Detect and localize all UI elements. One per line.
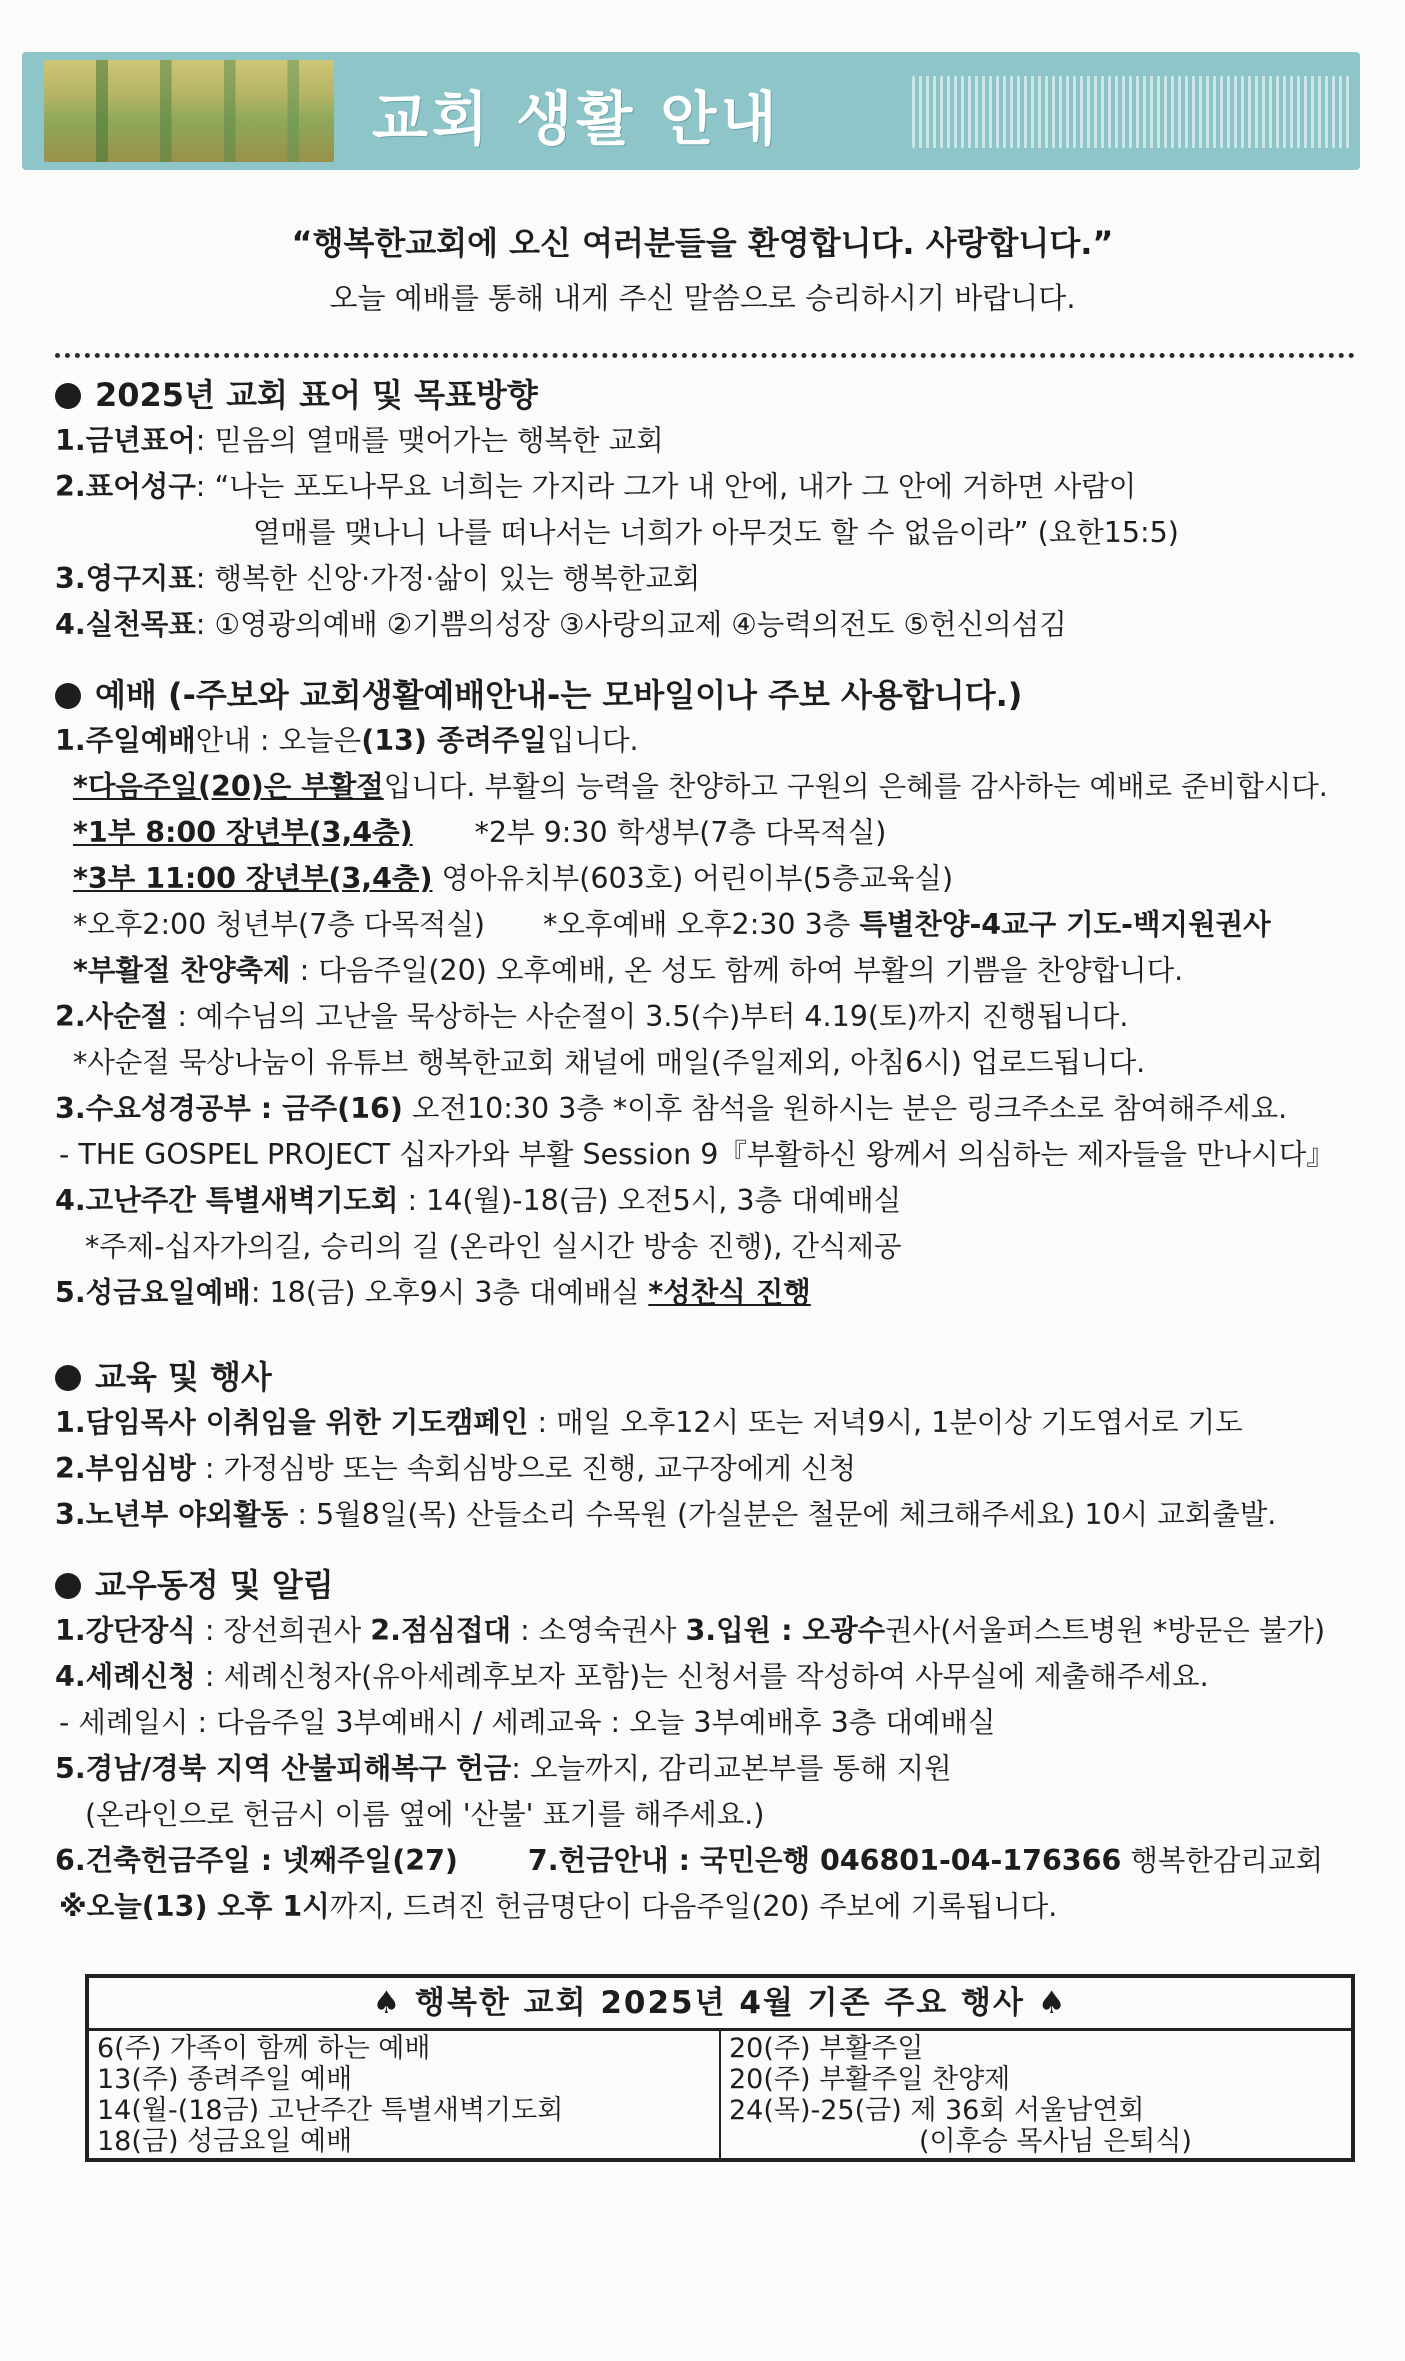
list-item: (온라인으로 헌금시 이름 옆에 '산불' 표기를 해주세요.) xyxy=(85,1798,765,1831)
welcome-subtitle: 오늘 예배를 통해 내게 주신 말씀으로 승리하시기 바랍니다. xyxy=(329,281,1076,315)
bullet-icon xyxy=(55,383,81,409)
header-banner xyxy=(22,52,1360,170)
list-item: ※오늘(13) 오후 1시까지, 드려진 헌금명단이 다음주일(20) 주보에 기록됩니다. xyxy=(59,1890,1058,1923)
events-table xyxy=(85,1974,1355,2162)
header-decoration xyxy=(912,76,1352,148)
section-heading: 교육 및 행사 xyxy=(55,1354,1365,1400)
page-title: 교회 생활 안내 xyxy=(372,85,781,153)
section-worship xyxy=(55,672,1365,1316)
table-column-right xyxy=(719,2031,1351,2158)
event-item: 24(목)-25(금) 제 36회 서울남연회 xyxy=(729,2095,1145,2126)
bullet-icon xyxy=(55,1573,81,1599)
list-item: - 세례일시 : 다음주일 3부예배시 / 세례교육 : 오늘 3부예배후 3층 대예배실 xyxy=(59,1706,996,1739)
list-item: *1부 8:00 장년부(3,4층) *2부 9:30 학생부(7층 다목적실) xyxy=(73,816,887,849)
event-item: 14(월-(18금) 고난주간 특별새벽기도회 xyxy=(97,2095,564,2126)
list-item: 1.금년표어: 믿음의 열매를 맺어가는 행복한 교회 xyxy=(55,424,664,457)
table-body xyxy=(89,2031,1351,2158)
list-item: 4.세례신청 : 세례신청자(유아세례후보자 포함)는 신청서를 작성하여 사무실에 제출해주세요. xyxy=(55,1660,1209,1693)
section-education xyxy=(55,1354,1365,1538)
list-item: *부활절 찬양축제 : 다음주일(20) 오후예배, 온 성도 함께 하여 부활의 기쁨을 찬양합니다. xyxy=(73,954,1184,987)
list-item: *3부 11:00 장년부(3,4층) 영아유치부(603호) 어린이부(5층교육실) xyxy=(73,862,954,895)
list-item-continued: 열매를 맺나니 나를 떠나서는 너희가 아무것도 할 수 없음이라” (요한15:5) xyxy=(253,516,1179,549)
event-item: 13(주) 종려주일 예배 xyxy=(97,2064,353,2095)
list-item: - THE GOSPEL PROJECT 십자가와 부활 Session 9『부활하신 왕께서 의심하는 제자들을 만나시다』 xyxy=(59,1138,1335,1171)
table-title: ♠ 행복한 교회 2025년 4월 기존 주요 행사 ♠ xyxy=(89,1978,1351,2031)
list-item: 2.표어성구: “나는 포도나무요 너희는 가지라 그가 내 안에, 내가 그 안에 거하면 사람이 xyxy=(55,470,1137,503)
section-heading: 2025년 교회 표어 및 목표방향 xyxy=(55,372,1365,418)
list-item: 4.고난주간 특별새벽기도회 : 14(월)-18(금) 오전5시, 3층 대예배실 xyxy=(55,1184,902,1217)
list-item: *오후2:00 청년부(7층 다목적실) *오후예배 오후2:30 3층 특별찬양-4교구 기도-백지원권사 xyxy=(73,908,1271,941)
list-item: *다음주일(20)은 부활절입니다. 부활의 능력을 찬양하고 구원의 은혜를 감사하는 예배로 준비합시다. xyxy=(73,770,1328,803)
dotted-divider xyxy=(55,353,1355,358)
list-item: 2.사순절 : 예수님의 고난을 묵상하는 사순절이 3.5(수)부터 4.19(토)까지 진행됩니다. xyxy=(55,1000,1129,1033)
section-news xyxy=(55,1562,1365,1930)
event-item: 6(주) 가족이 함께 하는 예배 xyxy=(97,2033,431,2064)
list-item: 1.담임목사 이취임을 위한 기도캠페인 : 매일 오후12시 또는 저녁9시, 1분이상 기도엽서로 기도 xyxy=(55,1406,1243,1439)
event-item: 20(주) 부활주일 찬양제 xyxy=(729,2064,1011,2095)
list-item: 2.부임심방 : 가정심방 또는 속회심방으로 진행, 교구장에게 신청 xyxy=(55,1452,857,1485)
list-item: 3.노년부 야외활동 : 5월8일(목) 산들소리 수목원 (가실분은 철문에 체크해주세요) 10시 교회출발. xyxy=(55,1498,1277,1531)
bullet-icon xyxy=(55,683,81,709)
list-item: 4.실천목표: ①영광의예배 ②기쁨의성장 ③사랑의교제 ④능력의전도 ⑤헌신의섬김 xyxy=(55,608,1067,641)
list-item: 5.경남/경북 지역 산불피해복구 헌금: 오늘까지, 감리교본부를 통해 지원 xyxy=(55,1752,952,1785)
bullet-icon xyxy=(55,1365,81,1391)
section-motto xyxy=(55,372,1365,648)
list-item: *주제-십자가의길, 승리의 길 (온라인 실시간 방송 진행), 간식제공 xyxy=(85,1230,902,1263)
list-item: *사순절 묵상나눔이 유튜브 행복한교회 채널에 매일(주일제외, 아침6시) 업로드됩니다. xyxy=(73,1046,1146,1079)
table-column-left xyxy=(89,2031,719,2158)
event-item: 18(금) 성금요일 예배 xyxy=(97,2126,353,2157)
list-item: 1.주일예배안내 : 오늘은(13) 종려주일입니다. xyxy=(55,724,639,757)
list-item: 3.수요성경공부 : 금주(16) 오전10:30 3층 *이후 참석을 원하시는 분은 링크주소로 참여해주세요. xyxy=(55,1092,1288,1125)
section-heading: 예배 (-주보와 교회생활예배안내-는 모바일이나 주보 사용합니다.) xyxy=(55,672,1365,718)
list-item: 5.성금요일예배: 18(금) 오후9시 3층 대예배실 *성찬식 진행 xyxy=(55,1276,811,1309)
header-photo xyxy=(44,60,334,162)
section-heading: 교우동정 및 알림 xyxy=(55,1562,1365,1608)
list-item: 1.강단장식 : 장선희권사 2.점심접대 : 소영숙권사 3.입원 : 오광수권사(서울퍼스트병원 *방문은 불가) xyxy=(55,1614,1326,1647)
event-item: 20(주) 부활주일 xyxy=(729,2033,924,2064)
welcome-message: “행복한교회에 오신 여러분들을 환영합니다. 사랑합니다.” xyxy=(291,224,1114,262)
list-item: 6.건축헌금주일 : 넷째주일(27) 7.헌금안내 : 국민은행 046801-04-176366 행복한감리교회 xyxy=(55,1844,1324,1877)
event-item: (이후승 목사님 은퇴식) xyxy=(919,2126,1192,2157)
list-item: 3.영구지표: 행복한 신앙·가정·삶이 있는 행복한교회 xyxy=(55,562,701,595)
